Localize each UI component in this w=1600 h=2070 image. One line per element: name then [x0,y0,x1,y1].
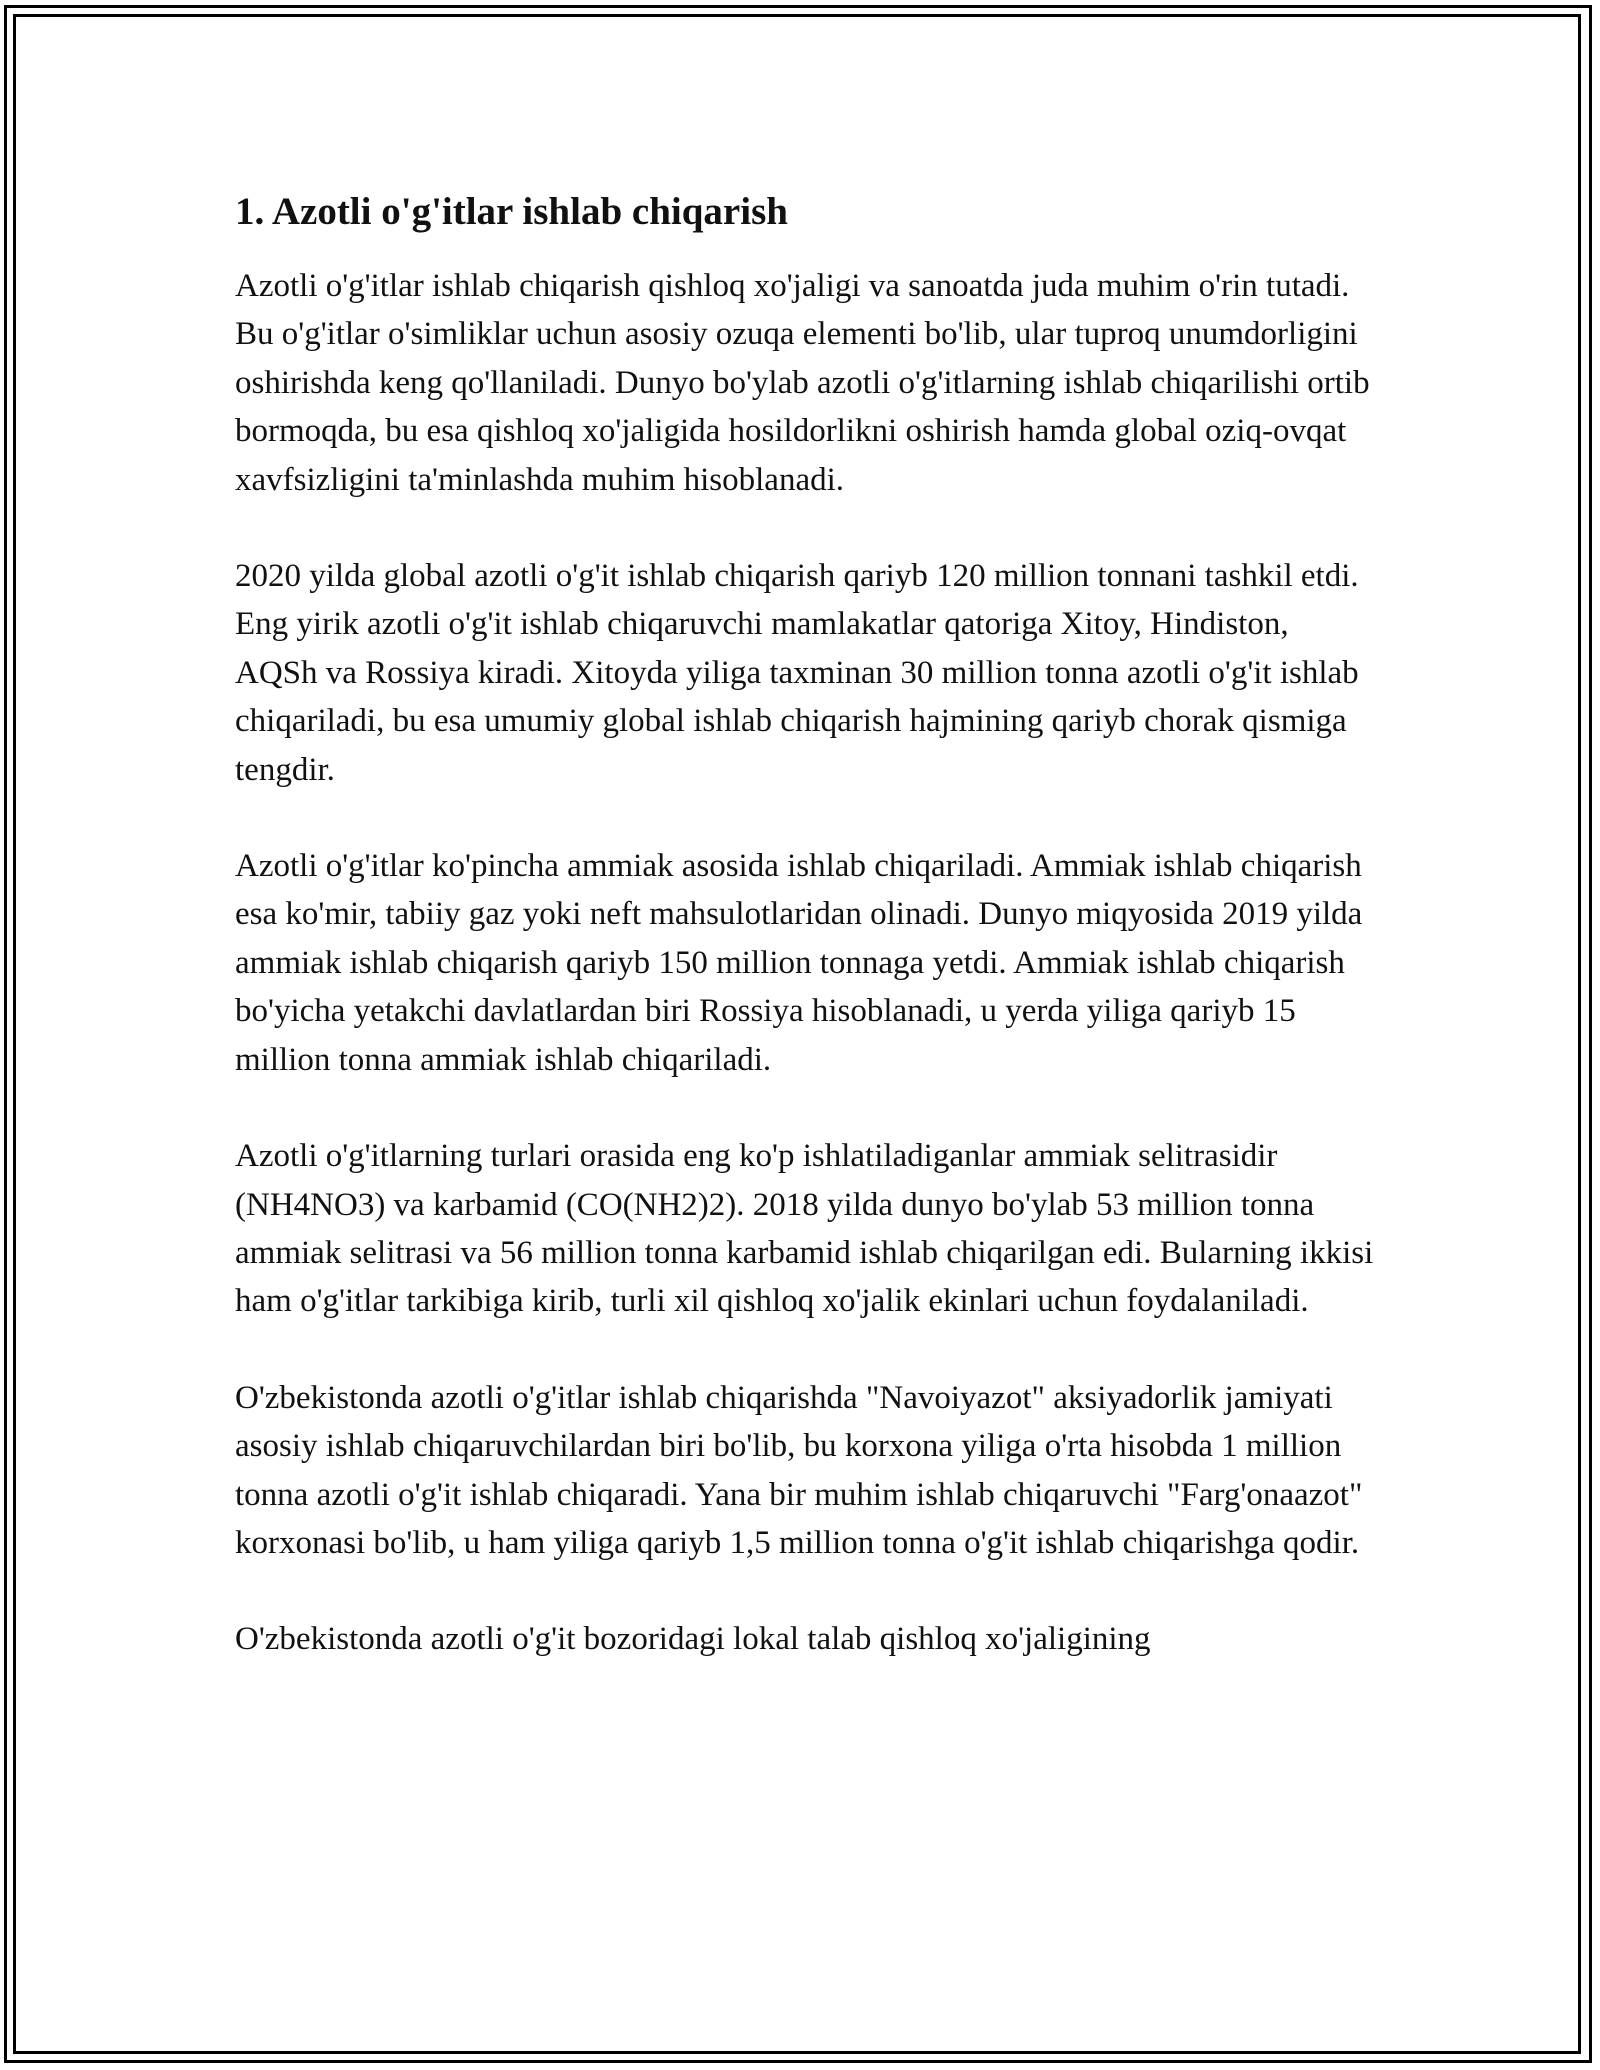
paragraph-6: O'zbekistonda azotli o'g'it bozoridagi lokal talab qishloq xo'jaligining [235,1621,1151,1658]
paragraph-2: 2020 yilda global azotli o'g'it ishlab chiqarish qariyb 120 million tonnani tashkil etdi. Eng yirik azotli o'g'it ishlab chiqaruvchi mamlakatlar qatoriga Xitoy, Hindiston, AQSh va Rossiya kiradi. Xitoyda yiliga taxminan 30 million tonna azotli o'g'it ishlab chiqariladi, bu esa umumiy global ishlab chiqarish hajmining qariyb chorak qismiga tengdir. [235,558,1359,788]
paragraph-1: Azotli o'g'itlar ishlab chiqarish qishloq xo'jaligi va sanoatda juda muhim o'rin tutadi. Bu o'g'itlar o'simliklar uchun asosiy ozuqa elementi bo'lib, ular tuproq unumdorligini oshirishda keng qo'llaniladi. Dunyo bo'ylab azotli o'g'itlarning ishlab chiqarilishi ortib bormoqda, bu esa qishloq xo'jaligida hosildorlikni oshirish hamda global oziq-ovqat xavfsizligini ta'minlashda muhim hisoblanadi. [235,268,1370,498]
document-body [235,188,1375,1712]
paragraph-3: Azotli o'g'itlar ko'pincha ammiak asosida ishlab chiqariladi. Ammiak ishlab chiqarish esa ko'mir, tabiiy gaz yoki neft mahsulotlaridan olinadi. Dunyo miqyosida 2019 yilda ammiak ishlab chiqarish qariyb 150 million tonnaga yetdi. Ammiak ishlab chiqarish bo'yicha yetakchi davlatlardan biri Rossiya hisoblanadi, u yerda yiliga qariyb 15 million tonna ammiak ishlab chiqariladi. [235,848,1363,1078]
paragraph-4: Azotli o'g'itlarning turlari orasida eng ko'p ishlatiladiganlar ammiak selitrasidir (NH4NO3) va karbamid (CO(NH2)2). 2018 yilda dunyo bo'ylab 53 million tonna ammiak selitrasi va 56 million tonna karbamid ishlab chiqarilgan edi. Bularning ikkisi ham o'g'itlar tarkibiga kirib, turli xil qishloq xo'jalik ekinlari uchun foydalaniladi. [235,1138,1374,1320]
paragraph-5: O'zbekistonda azotli o'g'itlar ishlab chiqarishda "Navoiyazot" aksiyadorlik jamiyati asosiy ishlab chiqaruvchilardan biri bo'lib, bu korxona yiliga o'rta hisobda 1 million tonna azotli o'g'it ishlab chiqaradi. Yana bir muhim ishlab chiqaruvchi "Farg'onaazot" korxonasi bo'lib, u ham yiliga qariyb 1,5 million tonna o'g'it ishlab chiqarishga qodir. [235,1379,1363,1561]
section-heading: 1. Azotli o'g'itlar ishlab chiqarish [235,190,788,233]
